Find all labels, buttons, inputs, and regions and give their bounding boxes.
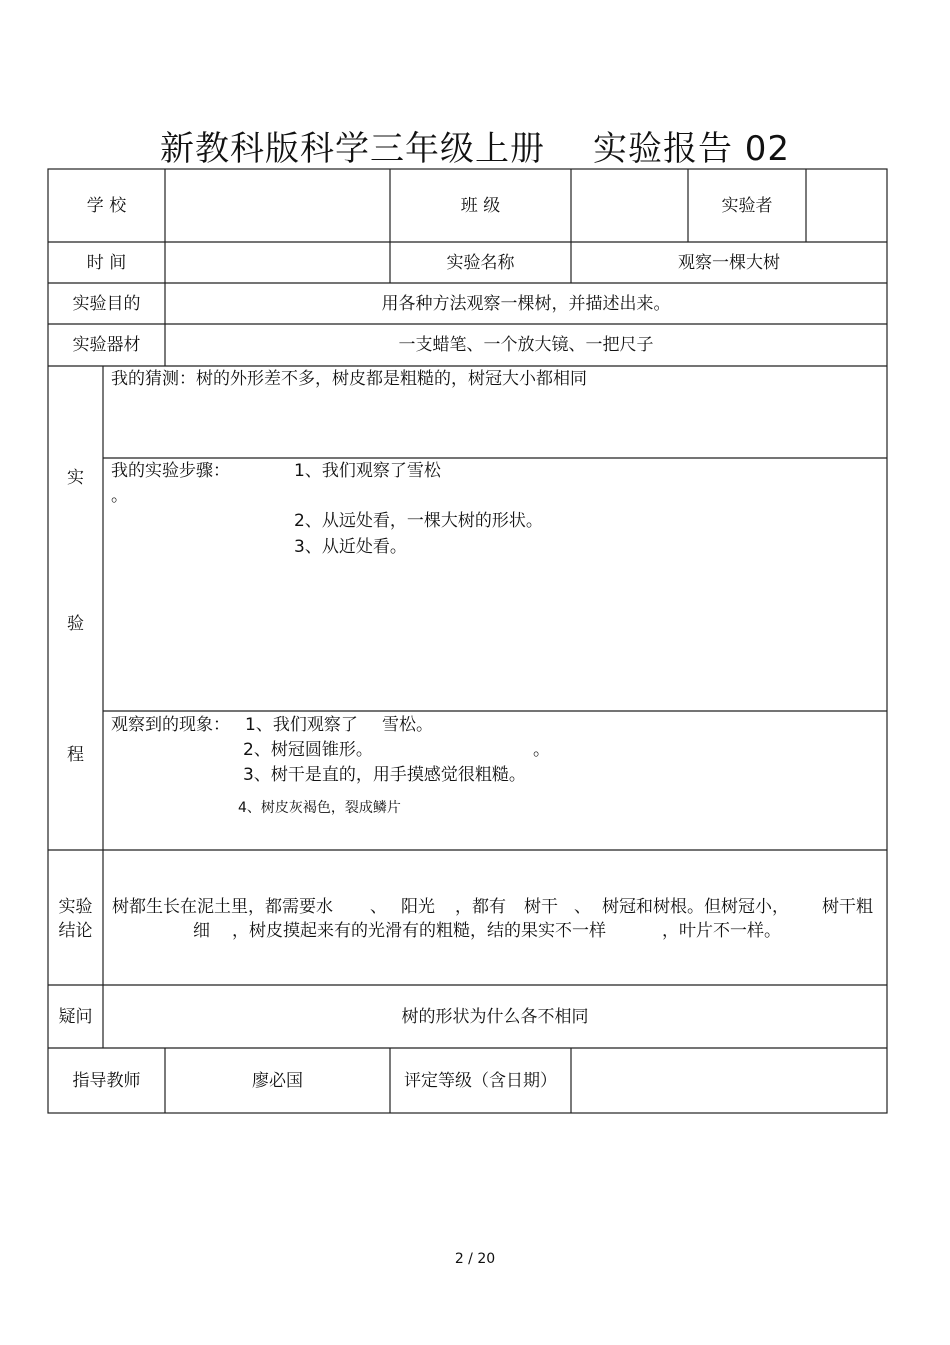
conclusion-line1-part-7: 树冠和树根。但树冠小，: [602, 897, 789, 917]
conclusion-line1-part-8: 树干粗: [822, 897, 873, 917]
time-label: 时 间: [86, 252, 127, 273]
conclusion-line1-part-6: 、: [574, 897, 591, 917]
purpose-label: 实验目的: [72, 293, 141, 314]
step-1-tail: 。: [111, 486, 128, 506]
conclusion-line2-part-2: ，树皮摸起来有的光滑有的粗糙，结的果实不一样: [232, 921, 606, 941]
materials-value: 一支蜡笔、一个放大镜、一把尺子: [398, 335, 654, 355]
step-3: 3、从近处看。: [294, 537, 407, 557]
document-title: [0, 120, 950, 170]
observation-1a: 1、我们观察了: [245, 715, 358, 735]
observation-4: 4、树皮灰褐色，裂成鳞片: [238, 800, 401, 816]
experiment-name-value: 观察一棵大树: [678, 252, 780, 273]
conclusion-line2-part-3: ，叶片不一样。: [662, 921, 781, 941]
observation-1b: 雪松。: [382, 715, 433, 735]
guess-text: 我的猜测：树的外形差不多，树皮都是粗糙的，树冠大小都相同: [111, 369, 587, 389]
process-label-char-2: 验: [67, 614, 84, 634]
teacher-value: 廖必国: [252, 1070, 303, 1091]
question-label: 疑问: [58, 1006, 93, 1027]
observation-2: 2、树冠圆锥形。: [243, 740, 373, 760]
title-main: 新教科版科学三年级上册: [159, 128, 545, 169]
conclusion-line1-part-1: 树都生长在泥土里，都需要水: [112, 897, 333, 917]
observation-2-tail: 。: [533, 740, 550, 760]
conclusion-line1-part-2: 、: [370, 897, 387, 917]
grade-field: [571, 1048, 887, 1113]
question-value: 树的形状为什么各不相同: [401, 1006, 589, 1027]
process-label-char-3: 程: [67, 745, 84, 765]
step-2: 2、从远处看，一棵大树的形状。: [294, 511, 543, 531]
experiment-name-label: 实验名称: [446, 252, 515, 273]
conclusion-line2-part-1: 细: [193, 921, 210, 941]
teacher-label: 指导教师: [72, 1070, 141, 1091]
title-report: 实验报告 02: [592, 128, 791, 169]
school-label: 学 校: [86, 195, 127, 216]
purpose-value: 用各种方法观察一棵树，并描述出来。: [381, 293, 671, 314]
class-field: [571, 169, 688, 242]
grade-label: 评定等级（含日期）: [404, 1070, 557, 1091]
conclusion-line1-part-3: 阳光: [401, 897, 435, 917]
observation-label: 观察到的现象：: [111, 715, 230, 735]
step-1: 1、我们观察了雪松: [294, 461, 441, 481]
experimenter-label: 实验者: [721, 195, 773, 216]
process-label-char-1: 实: [67, 468, 84, 488]
materials-label: 实验器材: [72, 335, 141, 355]
conclusion-label-1: 实验: [58, 897, 93, 917]
observation-3: 3、树干是直的，用手摸感觉很粗糙。: [243, 765, 526, 785]
experimenter-field: [806, 169, 887, 242]
class-label: 班 级: [460, 195, 501, 216]
school-field: [165, 169, 390, 242]
conclusion-label-2: 结论: [58, 921, 93, 941]
conclusion-line1-part-5: 树干: [524, 897, 558, 917]
conclusion-line1-part-4: ，都有: [455, 897, 506, 917]
page-number: 2 / 20: [454, 1251, 496, 1267]
time-field: [165, 242, 390, 283]
steps-label: 我的实验步骤：: [111, 461, 230, 481]
